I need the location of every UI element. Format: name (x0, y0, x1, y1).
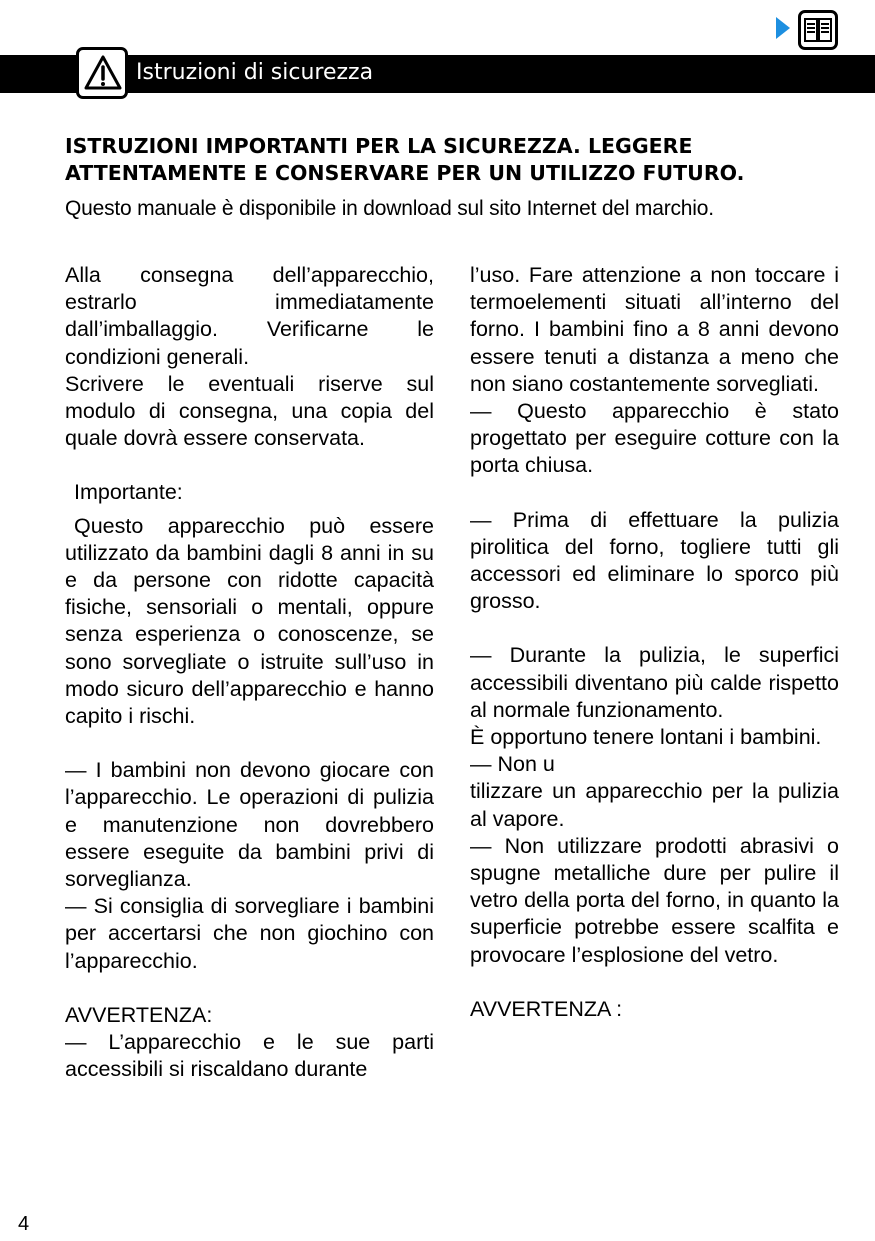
page-number: 4 (18, 1213, 30, 1235)
hot-parts-paragraph: — L’apparecchio e le sue parti accessibili si riscaldano durante (65, 1030, 434, 1082)
right-column (470, 262, 839, 1023)
section-header-bar (0, 55, 875, 93)
no-abrasives-paragraph: — Non utilizzare prodotti abrasivi o spugne metalliche dure per pulire il vetro della porta del forno, in quanto la superficie potrebbe essere scalfita e provocare l’esplosione del vetro. (470, 833, 839, 967)
door-closed-paragraph: — Questo apparecchio è stato progettato per eseguire cotture con la porta chiusa. (470, 399, 839, 478)
no-steam-cleaner-paragraph: tilizzare un apparecchio per la pulizia al vapore. (470, 779, 839, 831)
keep-children-away-paragraph: È opportuno tenere lontani i bambini. (470, 725, 822, 750)
supervise-children-paragraph: — Si consiglia di sorvegliare i bambini per accertarsi che non giochino con l’apparecchio. (65, 894, 434, 973)
important-label: Importante: (74, 480, 183, 505)
section-title: Istruzioni di sicurezza (136, 60, 374, 85)
download-note: Questo manuale è disponibile in download sul sito Internet del marchio. (65, 197, 714, 220)
reserves-paragraph: Scrivere le eventuali riserve sul modulo di consegna, una copia del quale dovrà essere conservata. (65, 371, 434, 451)
pyrolytic-cleaning-paragraph: — Prima di effettuare la pulizia pirolitica del forno, togliere tutti gli accessori ed eliminare lo sporco più grosso. (470, 507, 839, 614)
children-play-paragraph: — I bambini non devono giocare con l’apparecchio. Le operazioni di pulizia e manutenzione non dovrebbero essere eseguite da bambini privi di sorveglianza. (65, 758, 434, 892)
hot-parts-continued-paragraph: l’uso. Fare attenzione a non toccare i termoelementi situati all’interno del forno. I bambini fino a 8 anni devono essere tenuti a distanza a meno che non siano costantemente sorvegliati. (470, 263, 839, 396)
open-book-icon (798, 10, 838, 50)
page-heading: ISTRUZIONI IMPORTANTI PER LA SICUREZZA. LEGGERE ATTENTAMENTE E CONSERVARE PER UN UTILIZZO FUTURO. (65, 134, 745, 185)
left-column (65, 262, 434, 1083)
warning-label: AVVERTENZA: (65, 1002, 213, 1027)
hot-surfaces-paragraph: — Durante la pulizia, le superfici accessibili diventano più calde rispetto al normale funzionamento. (470, 643, 839, 722)
warning-triangle-icon (76, 47, 128, 99)
children-usage-paragraph: Questo apparecchio può essere utilizzato da bambini dagli 8 anni in su e da persone con ridotte capacità fisiche, sensoriali o mentali, oppure senza esperienza o conoscenze, se sono sorvegliate o istruite sull’uso in modo sicuro dell’apparecchio e hanno capito i rischi. (65, 513, 434, 729)
warning-label-right: AVVERTENZA : (470, 996, 623, 1021)
play-arrow-icon (776, 17, 790, 39)
no-steam-cleaner-start: — Non u (470, 752, 555, 777)
delivery-paragraph: Alla consegna dell’apparecchio, estrarlo immediatamente dall’imballaggio. Verificarne le condizioni generali. (65, 263, 434, 369)
